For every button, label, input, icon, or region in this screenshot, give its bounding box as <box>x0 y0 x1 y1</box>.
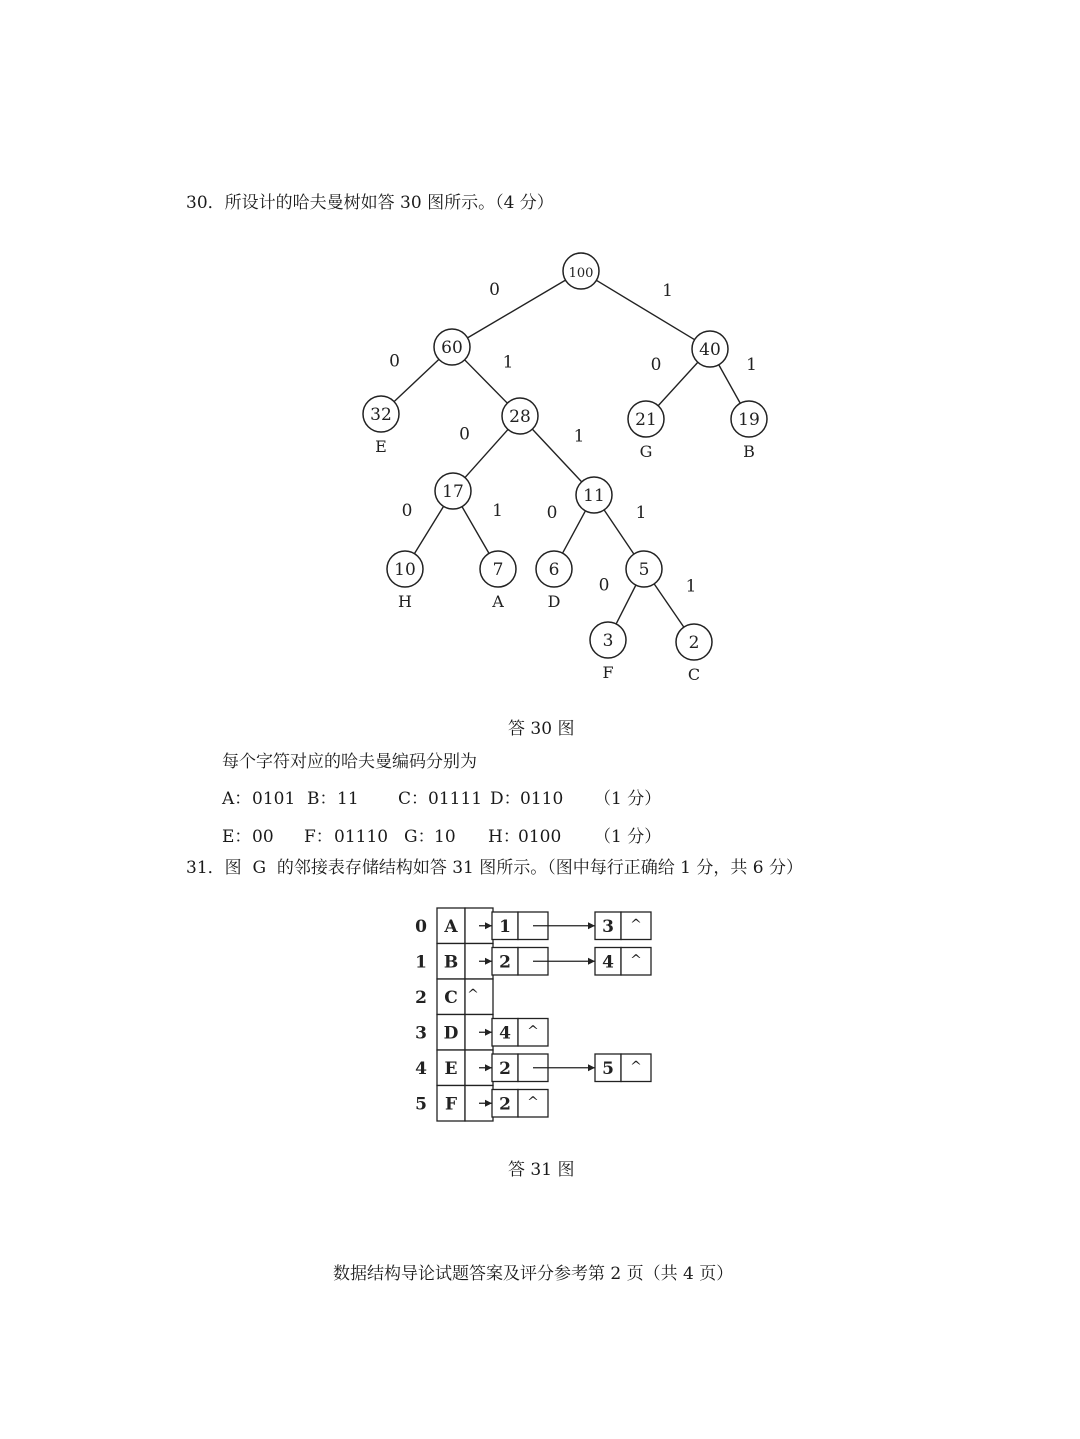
code-label-a: A： <box>222 789 252 809</box>
adj-null-E: ^ <box>630 1058 642 1075</box>
tree-node-32 <box>363 396 399 456</box>
adj-null-D: ^ <box>527 1023 539 1040</box>
tree-edge-n17-n10 <box>414 506 443 553</box>
code-value-a: 0101 <box>252 789 296 809</box>
tree-node-10 <box>387 551 423 611</box>
adj-node-value-B-2: 2 <box>499 952 511 973</box>
adj-arrowhead-A-3 <box>588 922 595 929</box>
huffman-codes-row-2 <box>222 829 682 851</box>
tree-node-weight-6: 6 <box>548 560 560 580</box>
tree-node-100 <box>563 253 599 289</box>
adj-row-4 <box>415 1050 651 1086</box>
tree-edge-bit-n17-n7: 1 <box>492 501 503 521</box>
tree-edge-bit-n28-n11: 1 <box>573 426 585 447</box>
tree-node-28 <box>502 398 538 434</box>
adj-row-1 <box>415 944 651 980</box>
tree-node-7 <box>480 551 516 611</box>
tree-node-weight-19: 19 <box>738 410 760 430</box>
tree-edge-n5-n3 <box>616 585 636 624</box>
q31-figure-caption: 答 31 图 <box>508 1160 575 1180</box>
tree-node-weight-28: 28 <box>509 407 531 427</box>
tree-edge-n40-n19 <box>719 365 740 404</box>
tree-edge-bit-n17-n10: 0 <box>401 501 413 521</box>
adj-row-index-4: 4 <box>415 1058 427 1079</box>
tree-edge-bit-n11-n6: 0 <box>546 503 558 523</box>
adj-vertex-F: F <box>444 1094 458 1115</box>
code-value-f: 01110 <box>334 827 389 847</box>
tree-node-40 <box>692 331 728 367</box>
tree-node-weight-3: 3 <box>602 631 614 651</box>
adj-row-index-5: 5 <box>415 1094 427 1115</box>
code-label-c: C： <box>398 789 429 809</box>
adj-node-value-A-3: 3 <box>602 916 614 937</box>
tree-node-weight-17: 17 <box>442 482 464 502</box>
tree-edge-bit-n5-n2: 1 <box>685 576 697 597</box>
code-label-d: D： <box>490 789 521 809</box>
adj-vertex-C: C <box>444 987 458 1008</box>
tree-edge-n11-n6 <box>563 511 586 553</box>
adj-node-value-E-5: 5 <box>602 1058 614 1079</box>
tree-leaf-letter-A: A <box>492 592 504 611</box>
adj-arrowhead-B-4 <box>588 958 595 965</box>
tree-node-weight-60: 60 <box>441 338 463 358</box>
tree-leaf-letter-H: H <box>398 592 412 611</box>
tree-node-weight-21: 21 <box>635 410 657 430</box>
tree-edge-n17-n7 <box>462 507 489 554</box>
tree-leaf-letter-G: G <box>639 442 653 461</box>
tree-edge-n28-n17 <box>465 429 508 477</box>
q30-figure-caption: 答 30 图 <box>508 719 575 739</box>
adj-null-A: ^ <box>630 916 642 933</box>
tree-node-3 <box>590 622 626 682</box>
adj-vertex-E: E <box>444 1058 458 1079</box>
code-value-e: 00 <box>252 827 274 847</box>
huffman-codes-row-1 <box>222 791 682 813</box>
tree-edge-bit-n40-n21: 0 <box>650 355 662 375</box>
tree-edge-n5-n2 <box>654 584 684 627</box>
adj-null-F: ^ <box>527 1094 539 1111</box>
tree-node-19 <box>731 401 767 461</box>
adj-null-B: ^ <box>630 952 642 969</box>
page-footer: 数据结构导论试题答案及评分参考第 2 页（共 4 页） <box>333 1264 734 1284</box>
code-value-g: 10 <box>434 827 456 847</box>
tree-node-weight-100: 100 <box>568 266 594 281</box>
adj-row-index-1: 1 <box>415 952 427 973</box>
adj-vertex-B: B <box>443 952 459 973</box>
tree-edge-bit-n5-n3: 0 <box>598 575 610 596</box>
code-value-b: 11 <box>337 789 359 809</box>
huffman-tree-figure <box>292 242 792 712</box>
code-label-h: H： <box>488 827 520 847</box>
tree-node-11 <box>576 477 612 513</box>
code-label-b: B： <box>307 789 337 809</box>
tree-leaf-letter-E: E <box>375 437 387 456</box>
adj-node-value-E-2: 2 <box>499 1058 511 1079</box>
adj-node-value-A-1: 1 <box>499 916 511 937</box>
q30-heading: 30．所设计的哈夫曼树如答 30 图所示。（4 分） <box>186 193 554 213</box>
tree-edge-n11-n5 <box>604 510 634 554</box>
tree-edge-bit-n28-n17: 0 <box>459 424 470 445</box>
tree-leaf-letter-C: C <box>687 665 701 684</box>
tree-edge-n60-n32 <box>394 359 439 401</box>
tree-nodes <box>363 253 767 684</box>
code-label-g: G： <box>404 827 435 847</box>
tree-node-weight-10: 10 <box>394 560 416 580</box>
score-row-2: （1 分） <box>594 827 662 847</box>
tree-node-weight-7: 7 <box>492 560 504 580</box>
tree-edge-bit-n11-n5: 1 <box>635 503 647 523</box>
adj-row-index-2: 2 <box>415 987 427 1008</box>
huffman-codes-intro: 每个字符对应的哈夫曼编码分别为 <box>222 752 477 772</box>
adj-arrowhead-E-5 <box>588 1064 595 1071</box>
tree-node-17 <box>435 473 471 509</box>
adj-row-2 <box>415 979 493 1015</box>
tree-leaf-letter-D: D <box>547 592 561 611</box>
tree-node-weight-2: 2 <box>688 633 700 653</box>
tree-node-weight-11: 11 <box>583 486 605 506</box>
adj-null-C: ^ <box>467 986 479 1003</box>
tree-edge-n40-n21 <box>658 362 698 405</box>
tree-edge-bit-n100-n60: 0 <box>489 280 500 300</box>
tree-edge-n60-n28 <box>465 360 508 403</box>
score-row-1: （1 分） <box>594 789 662 809</box>
code-value-c: 01111 <box>428 789 483 809</box>
code-label-f: F： <box>304 827 333 847</box>
tree-edge-bit-n40-n19: 1 <box>746 355 757 375</box>
adj-node-value-D-4: 4 <box>499 1023 511 1044</box>
adj-row-3 <box>415 1015 548 1051</box>
adj-row-5 <box>415 1086 548 1122</box>
tree-leaf-letter-F: F <box>602 663 614 682</box>
adj-row-index-0: 0 <box>415 916 427 937</box>
adj-node-value-F-2: 2 <box>499 1094 511 1115</box>
code-value-d: 0110 <box>520 789 564 809</box>
code-label-e: E： <box>222 827 252 847</box>
adj-vertex-A: A <box>444 916 458 937</box>
code-value-h: 0100 <box>518 827 562 847</box>
adj-node-value-B-4: 4 <box>602 952 614 973</box>
tree-edge-bit-n60-n28: 1 <box>502 352 514 373</box>
tree-edge-bit-n100-n40: 1 <box>662 281 673 301</box>
adj-row-0 <box>415 908 651 944</box>
adjacency-list-figure <box>405 902 685 1132</box>
tree-node-60 <box>434 329 470 365</box>
tree-node-5 <box>626 551 662 587</box>
tree-node-weight-32: 32 <box>370 405 392 425</box>
tree-node-weight-5: 5 <box>638 560 650 580</box>
tree-node-weight-40: 40 <box>699 340 721 360</box>
tree-edge-n100-n60 <box>468 280 566 338</box>
tree-node-2 <box>676 624 712 684</box>
tree-leaf-letter-B: B <box>743 442 755 461</box>
tree-node-6 <box>536 551 572 611</box>
q31-heading: 31．图 G 的邻接表存储结构如答 31 图所示。（图中每行正确给 1 分，共 6 分） <box>186 858 804 878</box>
adj-row-index-3: 3 <box>415 1023 427 1044</box>
tree-edge-bit-n60-n32: 0 <box>389 351 400 372</box>
adj-vertex-D: D <box>443 1023 459 1044</box>
tree-node-21 <box>628 401 664 461</box>
tree-edge-n100-n40 <box>596 280 694 339</box>
